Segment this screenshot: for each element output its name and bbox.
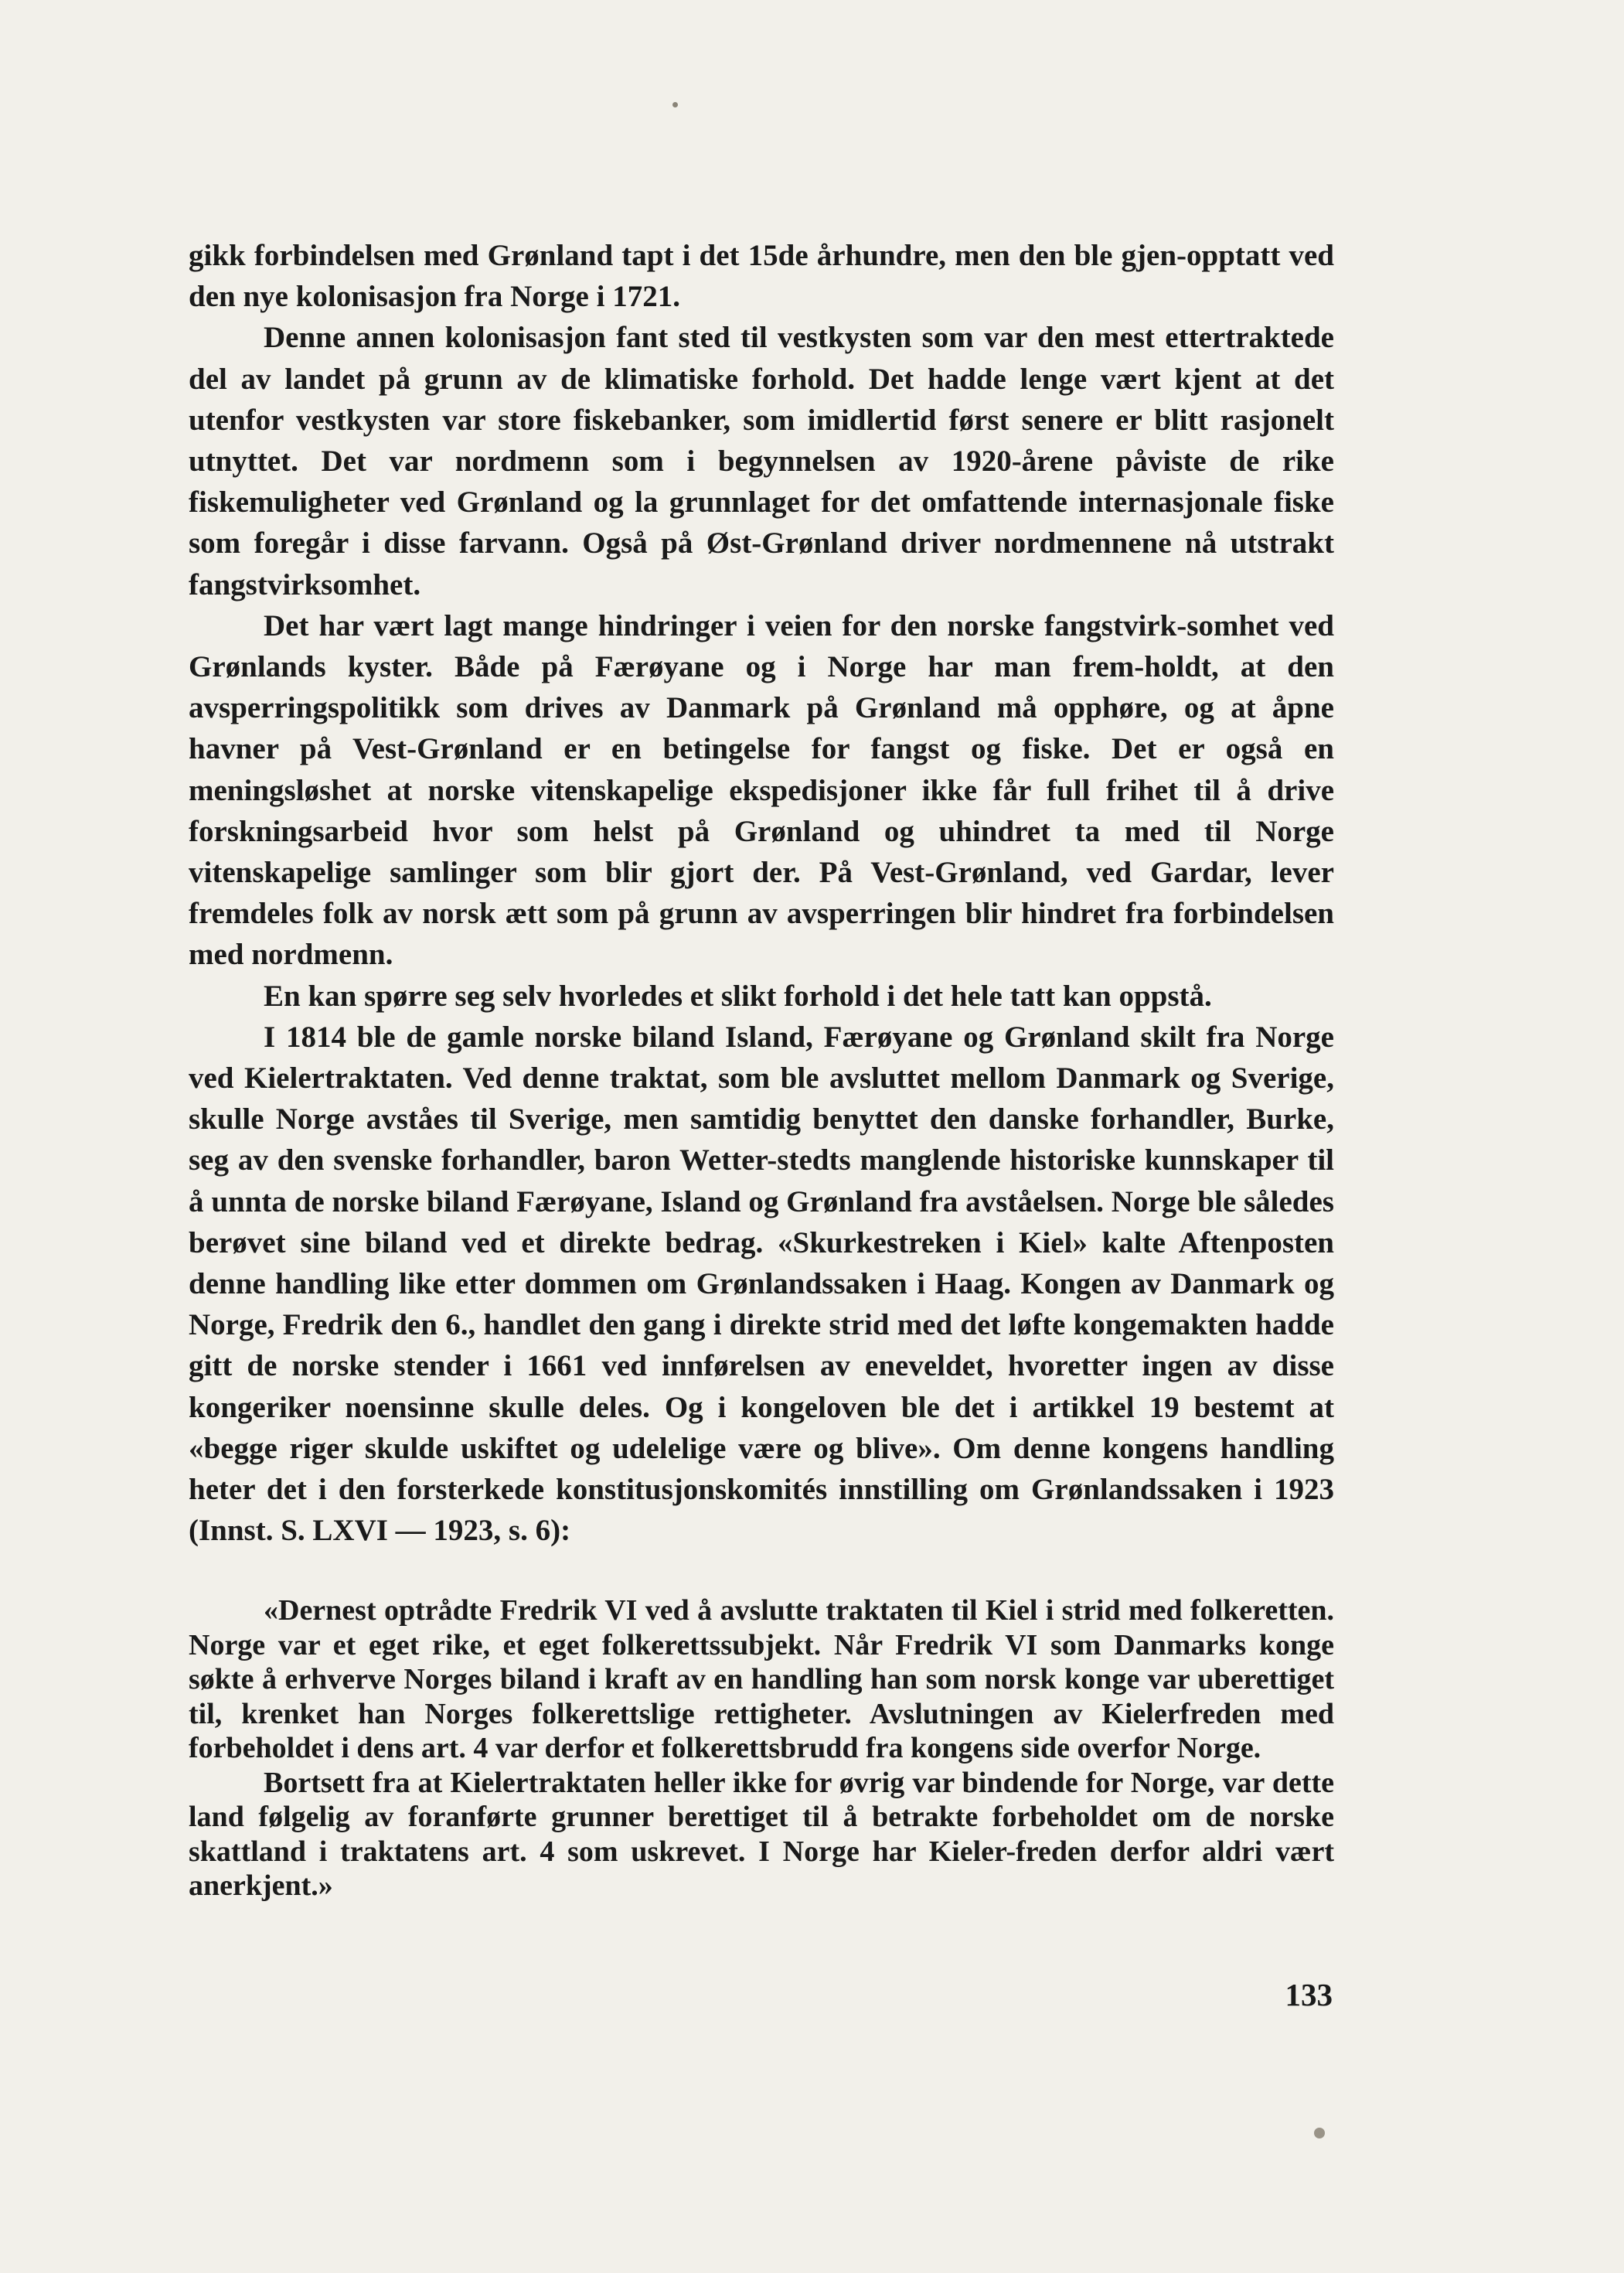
block-quote bbox=[189, 1593, 1334, 1903]
paragraph-colonisation: Denne annen kolonisasjon fant sted til vestkysten som var den mest ettertraktede del av landet på grunn av de klimatiske forhold. Det hadde lenge vært kjent at det utenfor vestkysten var store fiskebanker, som imidlertid først senere er blitt rasjonelt utnyttet. Det var nordmenn som i begynnelsen av 1920-årene påviste de rike fiskemuligheter ved Grønland og la grunnlaget for det omfattende internasjonale fiske som foregår i disse farvann. Også på Øst-Grønland driver nordmennene nå utstrakt fangstvirksomhet. bbox=[189, 321, 1334, 601]
page-number: 133 bbox=[1285, 1977, 1333, 2012]
main-text bbox=[189, 235, 1334, 1552]
quote-paragraph: «Dernest optrådte Fredrik VI ved å avslutte traktaten til Kiel i strid med folkeretten. Norge var et eget rike, et eget folkerettssubjekt. Når Fredrik VI som Danmarks konge søkte å erhverve Norges biland i kraft av en handling han som norsk konge var uberettiget til, krenket han Norges folkerettslige rettigheter. Avslutningen av Kielerfreden med forbeholdet i dens art. 4 var derfor et folkerettsbrudd fra kongens side overfor Norge. bbox=[189, 1594, 1334, 1764]
paragraph-kiel-treaty: I 1814 ble de gamle norske biland Island, Færøyane og Grønland skilt fra Norge ved Kielertraktaten. Ved denne traktat, som ble avsluttet mellom Danmark og Sverige, skulle Norge avståes til Sverige, men samtidig benyttet den danske forhandler, Burke, seg av den svenske forhandler, baron Wetter-stedts manglende historiske kunnskaper til å unnta de norske biland Færøyane, Island og Grønland fra avståelsen. Norge ble således berøvet sine biland ved et direkte bedrag. «Skurkestreken i Kiel» kalte Aftenposten denne handling like etter dommen om Grønlandssaken i Haag. Kongen av Danmark og Norge, Fredrik den 6., handlet den gang i direkte strid med det løfte kongemakten hadde gitt de norske stender i 1661 ved innførelsen av eneveldet, hvoretter ingen av disse kongeriker noensinne skulle deles. Og i kongeloven ble det i artikkel 19 bestemt at «begge riger skulde uskiftet og udelelige være og blive». Om denne kongens handling heter det i den forsterkede konstitusjonskomités innstilling om Grønlandssaken i 1923 (Innst. S. LXVI — 1923, s. 6): bbox=[189, 1020, 1334, 1548]
quote-paragraph: Bortsett fra at Kielertraktaten heller ikke for øvrig var bindende for Norge, var dette land følgelig av foranførte grunner berettiget til å betrakte forbeholdet om de norske skattland i traktatens art. 4 som uskrevet. I Norge har Kieler-freden derfor aldri vært anerkjent.» bbox=[189, 1766, 1334, 1902]
paragraph-continuation: gikk forbindelsen med Grønland tapt i det 15de århundre, men den ble gjen-opptatt ved den nye kolonisasjon fra Norge i 1721. bbox=[189, 239, 1334, 314]
paper-speck bbox=[1314, 2128, 1325, 2138]
paragraph-question: En kan spørre seg selv hvorledes et slikt forhold i det hele tatt kan oppstå. bbox=[264, 979, 1212, 1013]
paragraph-hindrances: Det har vært lagt mange hindringer i veien for den norske fangstvirk-somhet ved Grønlands kyster. Både på Færøyane og i Norge har man frem-holdt, at den avsperringspolitikk som drives av Danmark på Grønland må opphøre, og at åpne havner på Vest-Grønland er en betingelse for fangst og fiske. Det er også en meningsløshet at norske vitenskapelige ekspedisjoner ikke får full frihet til å drive forskningsarbeid hvor som helst på Grønland og uhindret ta med til Norge vitenskapelige samlinger som blir gjort der. På Vest-Grønland, ved Gardar, lever fremdeles folk av norsk ætt som på grunn av avsperringen blir hindret fra forbindelsen med nordmenn. bbox=[189, 608, 1334, 972]
paper-speck bbox=[672, 102, 678, 107]
